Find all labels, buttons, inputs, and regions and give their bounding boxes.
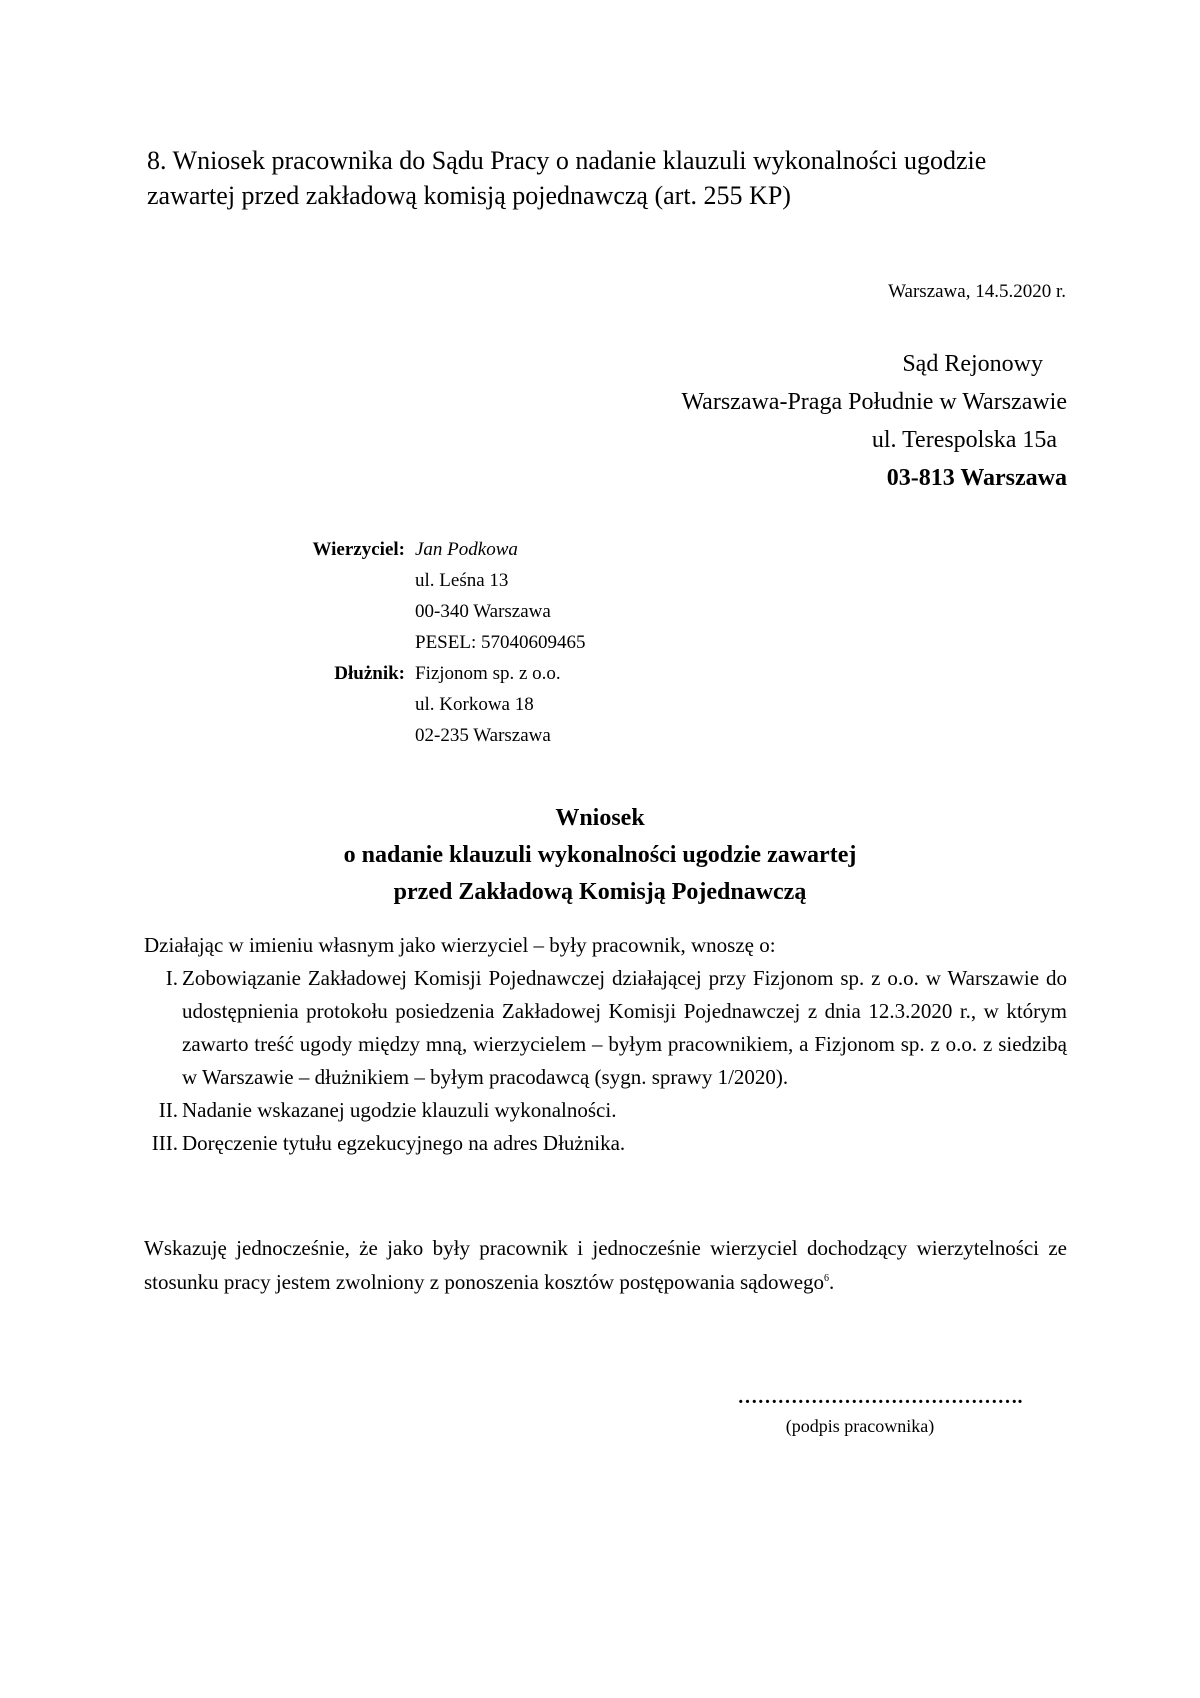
- motion-title-line-1: Wniosek: [555, 805, 645, 831]
- signature-caption: (podpis pracownika): [785, 1416, 935, 1436]
- creditor-name: Jan Podkowa: [415, 539, 518, 560]
- creditor-city: 00-340 Warszawa: [415, 601, 551, 622]
- request-item-3: [144, 1127, 1067, 1160]
- court-address-block: [560, 345, 1067, 497]
- document-heading: [147, 143, 1077, 213]
- parties-block: [200, 534, 800, 751]
- debtor-label: Dłużnik:: [334, 663, 405, 684]
- creditor-name-row: [200, 534, 800, 565]
- request-item-1: [144, 962, 1067, 1094]
- debtor-name: Fizjonom sp. z o.o.: [415, 663, 561, 684]
- motion-title-line-2: o nadanie klauzuli wykonalności ugodzie zawartej: [343, 842, 857, 868]
- request-number: I.: [165, 966, 178, 990]
- motion-intro: Działając w imieniu własnym jako wierzyciel – były pracownik, wnoszę o:: [144, 933, 776, 957]
- request-text: Zobowiązanie Zakładowej Komisji Pojednawczej działającej przy Fizjonom sp. z o.o. w Warszawie do udostępnienia protokołu posiedzenia Zakładowej Komisji Pojednawczej z dnia 12.3.2020 r., w którym zawarto treść ugody między mną, wierzycielem – byłym pracownikiem, a Fizjonom sp. z o.o. z siedzibą w Warszawie – dłużnikiem – byłym pracodawcą (sygn. sprawy 1/2020).: [182, 966, 1067, 1089]
- requests-list: [144, 962, 1067, 1160]
- closing-paragraph: [144, 1231, 1067, 1299]
- footnote-marker: 6: [824, 1273, 830, 1284]
- creditor-label: Wierzyciel:: [312, 539, 405, 560]
- request-number: III.: [151, 1131, 178, 1155]
- debtor-name-row: [200, 658, 800, 689]
- heading-line-2: zawartej przed zakładową komisją pojednawczą (art. 255 KP): [147, 181, 791, 210]
- request-item-2: [144, 1094, 1067, 1127]
- creditor-city-row: [200, 596, 800, 627]
- creditor-pesel: PESEL: 57040609465: [415, 632, 586, 653]
- request-text: Nadanie wskazanej ugodzie klauzuli wykonalności.: [182, 1098, 617, 1122]
- creditor-street: ul. Leśna 13: [415, 570, 509, 591]
- motion-title-line-3: przed Zakładową Komisją Pojednawczą: [393, 879, 807, 905]
- motion-title: [150, 800, 1050, 911]
- signature-block: [720, 1385, 1040, 1439]
- court-district: Warszawa-Praga Południe w Warszawie: [681, 389, 1067, 415]
- signature-line: …………………………………….: [737, 1386, 1023, 1408]
- creditor-street-row: [200, 565, 800, 596]
- debtor-city: 02-235 Warszawa: [415, 725, 551, 746]
- heading-line-1: 8. Wniosek pracownika do Sądu Pracy o nadanie klauzuli wykonalności ugodzie: [147, 146, 987, 175]
- debtor-street-row: [200, 689, 800, 720]
- creditor-pesel-row: [200, 627, 800, 658]
- request-text: Doręczenie tytułu egzekucyjnego na adres Dłużnika.: [182, 1131, 626, 1155]
- debtor-city-row: [200, 720, 800, 751]
- debtor-street: ul. Korkowa 18: [415, 694, 534, 715]
- place-and-date: Warszawa, 14.5.2020 r.: [888, 281, 1066, 302]
- closing-end: .: [829, 1270, 835, 1294]
- request-number: II.: [158, 1098, 178, 1122]
- court-street: ul. Terespolska 15a: [871, 427, 1057, 453]
- court-city: 03-813 Warszawa: [886, 465, 1067, 491]
- motion-body: [144, 929, 1067, 1160]
- court-name: Sąd Rejonowy: [902, 351, 1043, 377]
- closing-text: Wskazuję jednocześnie, że jako były pracownik i jednocześnie wierzyciel dochodzący wierzytelności ze stosunku pracy jestem zwolniony z ponoszenia kosztów postępowania sądowego: [144, 1236, 1067, 1294]
